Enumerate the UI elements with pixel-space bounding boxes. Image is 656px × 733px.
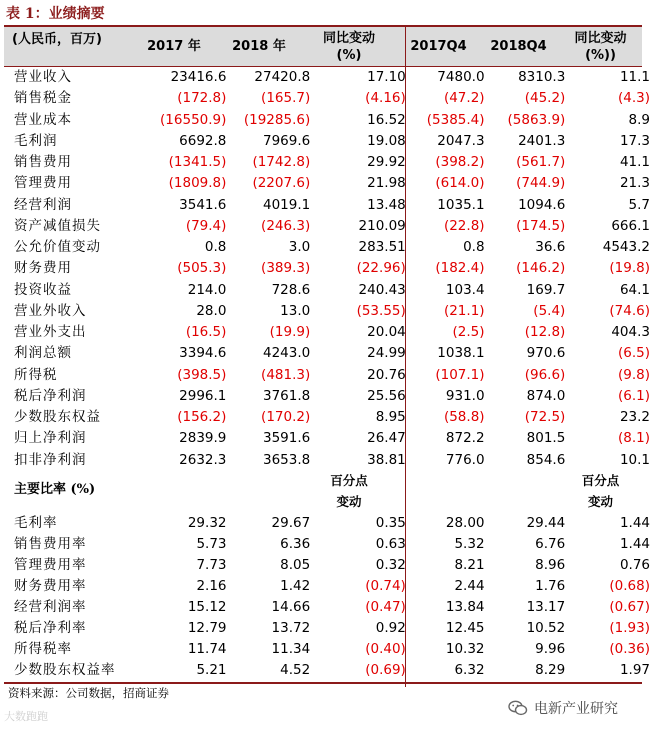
cell-value: (0.67): [609, 599, 650, 615]
cell-value: 41.1: [619, 154, 650, 171]
cell-value: 15.12: [187, 599, 227, 615]
cell-value: (22.8): [443, 217, 485, 234]
table-row: [4, 131, 656, 152]
cell-value: 874.0: [526, 387, 566, 404]
row-label: 管理费用: [14, 175, 72, 192]
ratio-table: [4, 513, 656, 680]
wechat-icon: [508, 700, 528, 716]
cell-value: 1.44: [619, 536, 650, 553]
row-label: 归上净利润: [14, 430, 87, 447]
cell-value: (5385.4): [426, 111, 485, 128]
cell-value: (21.1): [443, 302, 485, 319]
ratio-row: [4, 659, 656, 680]
header-yoy-2-unit: (%)): [585, 48, 616, 63]
cell-value: 8.95: [375, 409, 406, 426]
table-row: [4, 216, 656, 237]
cell-value: 240.43: [358, 281, 406, 298]
cell-value: 27420.8: [254, 69, 311, 86]
ratio-change-label-4: 变动: [587, 494, 613, 509]
cell-value: 1035.1: [437, 196, 485, 213]
cell-value: (6.5): [617, 345, 650, 362]
cell-value: (0.47): [365, 599, 406, 615]
cell-value: (246.3): [261, 217, 311, 234]
row-label: 销售费用率: [14, 536, 87, 553]
cell-value: 7969.6: [262, 132, 311, 149]
cell-value: (19.8): [609, 260, 650, 277]
cell-value: (170.2): [261, 409, 311, 426]
cell-value: 169.7: [526, 281, 566, 298]
cell-value: 16.52: [367, 111, 406, 128]
cell-value: (58.8): [443, 409, 485, 426]
ratio-row: [4, 617, 656, 638]
cell-value: 4.52: [280, 661, 311, 678]
row-label: 少数股东权益: [14, 409, 101, 426]
cell-value: 10.1: [619, 451, 650, 468]
ratio-change-label-3: 百分点: [581, 473, 620, 488]
cell-value: (389.3): [261, 260, 311, 277]
table-row: [4, 152, 656, 173]
table-row: [4, 88, 656, 109]
cell-value: 14.66: [271, 599, 311, 615]
cell-value: 38.81: [367, 451, 406, 468]
cell-value: (174.5): [516, 217, 566, 234]
cell-value: 8.05: [280, 557, 311, 574]
cell-value: 25.56: [367, 387, 406, 404]
cell-value: (47.2): [443, 90, 485, 107]
row-label: 经营利润: [14, 196, 72, 213]
cell-value: 2632.3: [179, 451, 227, 468]
cell-value: 6692.8: [179, 132, 227, 149]
cell-value: 728.6: [271, 281, 311, 298]
cell-value: 5.7: [628, 196, 650, 213]
ratio-section-title: 主要比率 (%): [14, 482, 96, 497]
cell-value: 6.32: [454, 661, 485, 678]
cell-value: 8.9: [628, 111, 650, 128]
row-label: 销售费用: [14, 154, 72, 171]
table-row: [4, 258, 656, 279]
cell-value: 13.48: [367, 196, 406, 213]
cell-value: (182.4): [435, 260, 485, 277]
cell-value: 8310.3: [518, 69, 566, 86]
cell-value: 11.1: [619, 69, 650, 86]
cell-value: 6.36: [280, 536, 311, 553]
ratio-row: [4, 638, 656, 659]
cell-value: 3394.6: [179, 345, 227, 362]
cell-value: 0.8: [204, 239, 227, 256]
cell-value: (19.9): [269, 324, 311, 341]
table-row: [4, 407, 656, 428]
cell-value: (72.5): [524, 409, 566, 426]
ratio-change-label-1: 百分点: [330, 473, 368, 488]
cell-value: 931.0: [445, 387, 485, 404]
cell-value: (146.2): [516, 260, 566, 277]
cell-value: 64.1: [619, 281, 650, 298]
table-header: [4, 27, 642, 66]
table-row: [4, 195, 656, 216]
table-row: [4, 67, 656, 88]
watermark-left: 大数跑跑: [4, 710, 48, 723]
header-2018: 2018 年: [232, 39, 286, 54]
cell-value: 1.42: [280, 578, 311, 595]
cell-value: (481.3): [261, 366, 311, 383]
watermark-right: [508, 698, 618, 718]
table-row: [4, 386, 656, 407]
table-row: [4, 237, 656, 258]
cell-value: (0.74): [365, 578, 406, 595]
cell-value: 5.21: [196, 661, 227, 678]
cell-value: 29.67: [271, 515, 311, 532]
table-row: [4, 322, 656, 343]
cell-value: 29.92: [367, 154, 406, 171]
cell-value: (96.6): [524, 366, 566, 383]
cell-value: (1.93): [609, 619, 650, 636]
ratio-row: [4, 513, 656, 534]
row-label: 税后净利润: [14, 387, 87, 404]
cell-value: 5.73: [196, 536, 227, 553]
cell-value: 21.3: [619, 175, 650, 192]
cell-value: 20.76: [367, 366, 406, 383]
cell-value: (398.2): [435, 154, 485, 171]
cell-value: (16.5): [185, 324, 227, 341]
ratio-row: [4, 597, 656, 618]
cell-value: 872.2: [445, 430, 485, 447]
cell-value: (1809.8): [168, 175, 227, 192]
cell-value: 17.10: [367, 69, 406, 86]
cell-value: (9.8): [617, 366, 650, 383]
cell-value: 7480.0: [437, 69, 485, 86]
header-2017q4: 2017Q4: [410, 39, 467, 54]
cell-value: (45.2): [524, 90, 566, 107]
cell-value: (12.8): [524, 324, 566, 341]
cell-value: 1.76: [535, 578, 566, 595]
cell-value: (614.0): [435, 175, 485, 192]
cell-value: 10.32: [445, 640, 485, 657]
cell-value: (0.40): [365, 640, 406, 657]
cell-value: (0.68): [609, 578, 650, 595]
row-label: 营业外支出: [14, 324, 87, 341]
cell-value: 0.32: [375, 557, 406, 574]
cell-value: 0.92: [375, 619, 406, 636]
row-label: 管理费用率: [14, 557, 87, 574]
header-2018q4: 2018Q4: [490, 39, 547, 54]
cell-value: 2047.3: [437, 132, 485, 149]
watermark-right-text: 电新产业研究: [534, 701, 618, 717]
cell-value: (107.1): [435, 366, 485, 383]
row-label: 毛利率: [14, 515, 58, 532]
cell-value: (6.1): [617, 387, 650, 404]
row-label: 所得税: [14, 366, 58, 383]
cell-value: (2.5): [452, 324, 485, 341]
cell-value: 29.44: [526, 515, 566, 532]
cell-value: (19285.6): [243, 111, 311, 128]
table-row: [4, 428, 656, 449]
table-row: [4, 280, 656, 301]
table-row: [4, 365, 656, 386]
cell-value: 23.2: [619, 409, 650, 426]
cell-value: 19.08: [367, 132, 406, 149]
cell-value: 1038.1: [437, 345, 485, 362]
cell-value: (505.3): [177, 260, 227, 277]
ratio-row: [4, 555, 656, 576]
cell-value: 11.74: [187, 640, 227, 657]
row-label: 营业成本: [14, 111, 72, 128]
cell-value: 20.04: [367, 324, 406, 341]
cell-value: 13.72: [271, 619, 311, 636]
cell-value: 7.73: [196, 557, 227, 574]
cell-value: 1.44: [619, 515, 650, 532]
cell-value: 36.6: [535, 239, 566, 256]
cell-value: (1742.8): [252, 154, 311, 171]
ratio-row: [4, 534, 656, 555]
cell-value: 1094.6: [518, 196, 566, 213]
cell-value: 214.0: [187, 281, 227, 298]
cell-value: 3591.6: [262, 430, 311, 447]
table-title: 表 1：业绩摘要: [6, 6, 105, 22]
cell-value: (16550.9): [160, 111, 227, 128]
cell-value: 4243.0: [262, 345, 311, 362]
table-row: [4, 173, 656, 194]
cell-value: 210.09: [358, 217, 406, 234]
cell-value: 12.45: [445, 619, 485, 636]
cell-value: 26.47: [367, 430, 406, 447]
cell-value: 2.44: [454, 578, 485, 595]
row-label: 公允价值变动: [14, 239, 101, 256]
cell-value: 6.76: [535, 536, 566, 553]
cell-value: (561.7): [516, 154, 566, 171]
cell-value: 10.52: [526, 619, 566, 636]
row-label: 投资收益: [14, 281, 72, 298]
cell-value: 12.79: [187, 619, 227, 636]
cell-value: 776.0: [445, 451, 485, 468]
cell-value: 9.96: [535, 640, 566, 657]
cell-value: 1.97: [619, 661, 650, 678]
cell-value: 13.84: [445, 599, 485, 615]
row-label: 资产减值损失: [14, 217, 101, 234]
cell-value: 29.32: [187, 515, 227, 532]
table-row: [4, 301, 656, 322]
cell-value: 13.0: [280, 302, 311, 319]
cell-value: (5863.9): [507, 111, 566, 128]
cell-value: 2.16: [196, 578, 227, 595]
cell-value: (74.6): [609, 302, 650, 319]
row-label: 销售税金: [14, 90, 72, 107]
header-yoy-1-unit: (%): [336, 48, 362, 63]
cell-value: 103.4: [445, 281, 485, 298]
cell-value: (172.8): [177, 90, 227, 107]
cell-value: (0.69): [365, 661, 406, 678]
header-yoy-2: 同比变动: [574, 31, 627, 46]
cell-value: 8.21: [454, 557, 485, 574]
cell-value: 3761.8: [262, 387, 311, 404]
cell-value: 5.32: [454, 536, 485, 553]
row-label: 利润总额: [14, 345, 72, 362]
cell-value: 2839.9: [179, 430, 227, 447]
row-label: 所得税率: [14, 640, 72, 657]
header-unit: (人民币，百万): [12, 32, 102, 47]
header-2017: 2017 年: [147, 39, 201, 54]
cell-value: 0.76: [619, 557, 650, 574]
cell-value: 3541.6: [179, 196, 227, 213]
cell-value: 23416.6: [170, 69, 227, 86]
cell-value: 21.98: [367, 175, 406, 192]
cell-value: (165.7): [261, 90, 311, 107]
cell-value: (744.9): [516, 175, 566, 192]
cell-value: 24.99: [367, 345, 406, 362]
cell-value: 854.6: [526, 451, 566, 468]
cell-value: 28.00: [445, 515, 485, 532]
cell-value: 13.17: [526, 599, 566, 615]
ratio-row: [4, 576, 656, 597]
cell-value: 801.5: [526, 430, 566, 447]
cell-value: 283.51: [358, 239, 406, 256]
table-row: [4, 110, 656, 131]
cell-value: (4.3): [617, 90, 650, 107]
cell-value: (2207.6): [252, 175, 311, 192]
financial-table: [4, 67, 656, 471]
cell-value: 0.8: [463, 239, 485, 256]
source-note: 资料来源：公司数据，招商证券: [8, 686, 169, 700]
cell-value: (79.4): [185, 217, 227, 234]
cell-value: 3.0: [288, 239, 311, 256]
cell-value: (8.1): [617, 430, 650, 447]
cell-value: 970.6: [526, 345, 566, 362]
cell-value: (4.16): [365, 90, 406, 107]
row-label: 经营利润率: [14, 599, 87, 615]
cell-value: (1341.5): [168, 154, 227, 171]
ratio-change-label-2: 变动: [336, 494, 362, 509]
cell-value: 8.29: [535, 661, 566, 678]
cell-value: 404.3: [611, 324, 650, 341]
cell-value: (156.2): [177, 409, 227, 426]
cell-value: 3653.8: [262, 451, 311, 468]
header-yoy-1: 同比变动: [322, 31, 375, 46]
cell-value: (22.96): [356, 260, 406, 277]
cell-value: 0.63: [375, 536, 406, 553]
cell-value: (53.55): [356, 302, 406, 319]
cell-value: 2996.1: [179, 387, 227, 404]
row-label: 少数股东权益率: [14, 661, 116, 678]
cell-value: (5.4): [533, 302, 566, 319]
cell-value: 4019.1: [262, 196, 311, 213]
cell-value: 8.96: [535, 557, 566, 574]
cell-value: 28.0: [196, 302, 227, 319]
cell-value: 2401.3: [518, 132, 566, 149]
cell-value: (398.5): [177, 366, 227, 383]
row-label: 毛利润: [14, 132, 58, 149]
row-label: 财务费用率: [14, 578, 87, 595]
cell-value: 17.3: [619, 132, 650, 149]
cell-value: 666.1: [611, 217, 650, 234]
row-label: 营业收入: [14, 69, 72, 86]
table-row: [4, 343, 656, 364]
cell-value: 0.35: [375, 515, 406, 532]
row-label: 扣非净利润: [14, 451, 87, 468]
cell-value: 4543.2: [602, 239, 650, 256]
row-label: 营业外收入: [14, 302, 87, 319]
cell-value: 11.34: [271, 640, 311, 657]
cell-value: (0.36): [609, 640, 650, 657]
table-row: [4, 450, 656, 471]
row-label: 税后净利率: [14, 619, 87, 636]
row-label: 财务费用: [14, 260, 72, 277]
